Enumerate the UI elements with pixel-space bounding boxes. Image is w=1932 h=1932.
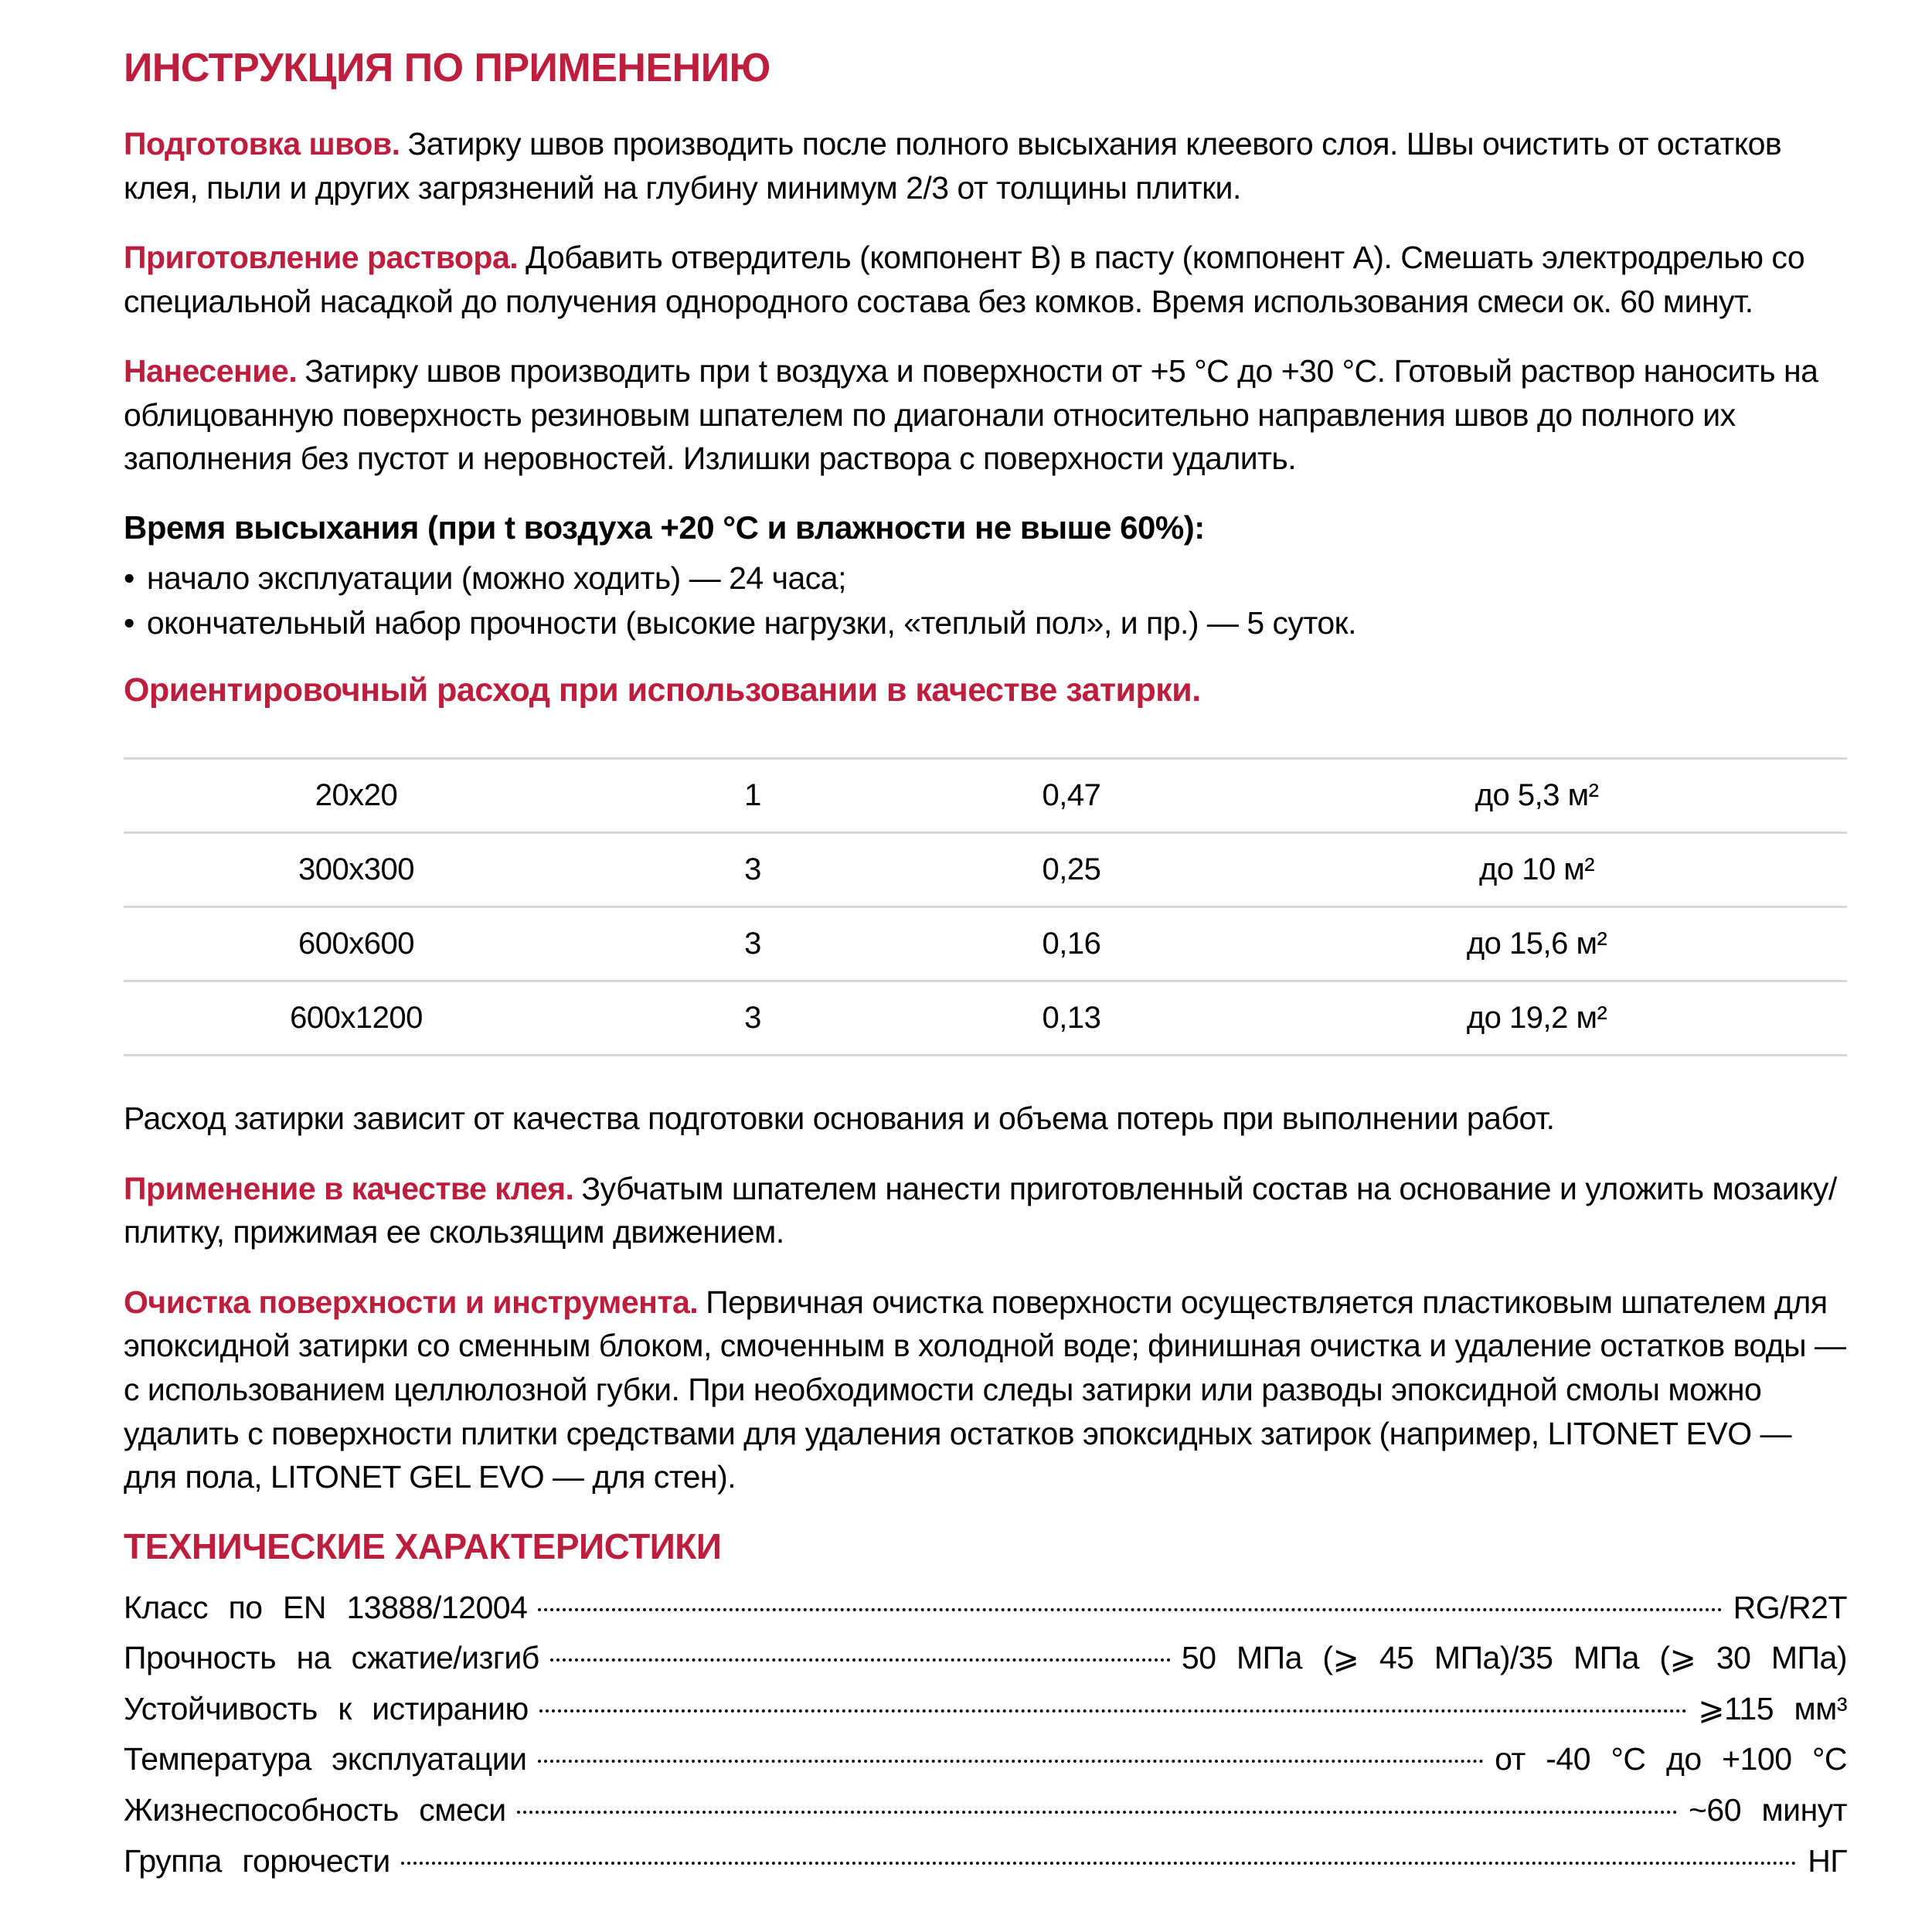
- table-header-cell: [917, 733, 1226, 757]
- dotted-leader: [538, 1608, 1722, 1611]
- table-cell-coverage: до 10 м²: [1479, 852, 1595, 887]
- spec-row: [124, 1836, 1847, 1887]
- spec-value: 50 МПа (⩾ 45 МПа)/35 МПа (⩾ 30 МПа): [1181, 1640, 1847, 1676]
- table-header-row: [124, 733, 1847, 760]
- list-item: [124, 556, 1847, 600]
- usage-paragraph: [124, 1167, 1847, 1254]
- paragraph-lead: Подготовка швов.: [124, 126, 400, 162]
- spec-row: [124, 1633, 1847, 1684]
- table-cell-joint-width: 1: [744, 778, 761, 813]
- table-cell-size: 600x600: [298, 927, 415, 961]
- table-cell-consumption: 0,16: [1042, 927, 1101, 961]
- spec-label: Устойчивость к истиранию: [124, 1690, 529, 1726]
- table-row: [124, 834, 1847, 908]
- drying-time-heading: Время высыхания (при t воздуха +20 °C и влажности не выше 60%):: [124, 509, 1205, 546]
- table-cell-coverage: до 15,6 м²: [1466, 927, 1607, 961]
- paragraph-text: Затирку швов производить после полного высыхания клеевого слоя. Швы очистить от остатков клея, пыли и других загрязнений на глубину минимум 2/3 от толщины плитки.: [124, 126, 1782, 206]
- list-item: [124, 600, 1847, 645]
- usage-paragraph: [124, 1281, 1847, 1499]
- table-row: [124, 760, 1847, 834]
- bullet-icon: •: [124, 604, 134, 641]
- spec-label: Температура эксплуатации: [124, 1741, 527, 1777]
- dotted-leader: [401, 1862, 1797, 1865]
- paragraph-lead: Нанесение.: [124, 353, 298, 389]
- paragraph-text: Добавить отвердитель (компонент В) в пасту (компонент А). Смешать электродрелью со специальной насадкой до получения однородного состава без комков. Время использования смеси ок. 60 минут.: [124, 240, 1805, 319]
- spec-value: НГ: [1808, 1842, 1847, 1879]
- table-cell-joint-width: 3: [744, 852, 761, 887]
- spec-row: [124, 1583, 1847, 1634]
- dotted-leader: [539, 1709, 1688, 1713]
- spec-value: ⩾115 мм³: [1698, 1690, 1847, 1726]
- table-cell-joint-width: 3: [744, 1001, 761, 1036]
- drying-time-list: [124, 556, 1847, 645]
- paragraph-text: Зубчатым шпателем нанести приготовленный состав на основание и уложить мозаику/плитку, прижимая ее скользящим движением.: [124, 1170, 1837, 1250]
- spec-value: от -40 °C до +100 °C: [1495, 1741, 1847, 1777]
- spec-value: RG/R2T: [1733, 1589, 1847, 1625]
- table-header-cell: [124, 733, 589, 757]
- consumption-table: [124, 733, 1847, 1056]
- list-item-text: окончательный набор прочности (высокие нагрузки, «теплый пол», и пр.) — 5 суток.: [146, 604, 1356, 641]
- table-cell-coverage: до 5,3 м²: [1475, 778, 1599, 813]
- consumption-note: Расход затирки зависит от качества подготовки основания и объема потерь при выполнении работ.: [124, 1100, 1555, 1137]
- paragraph-text: Первичная очистка поверхности осуществляется пластиковым шпателем для эпоксидной затирки со сменным блоком, смоченным в холодной воде; финишная очистка и удаление остатков воды — с использованием целлюлозной губки. При необходимости следы затирки или разводы эпоксидной смолы можно удалить с поверхности плитки средствами для удаления остатков эпоксидных затирок (например, LITONET EVO — для пола, LITONET GEL EVO — для стен).: [124, 1284, 1846, 1495]
- specs-list: [124, 1583, 1847, 1887]
- intro-paragraph: [124, 122, 1847, 209]
- specs-heading: ТЕХНИЧЕСКИЕ ХАРАКТЕРИСТИКИ: [124, 1526, 722, 1566]
- table-cell-coverage: до 19,2 м²: [1466, 1001, 1607, 1036]
- table-row: [124, 982, 1847, 1056]
- spec-label: Прочность на сжатие/изгиб: [124, 1640, 539, 1676]
- table-row: [124, 908, 1847, 982]
- dotted-leader: [538, 1760, 1485, 1763]
- paragraph-lead: Приготовление раствора.: [124, 240, 519, 276]
- table-cell-consumption: 0,47: [1042, 778, 1101, 813]
- table-cell-size: 600x1200: [290, 1001, 423, 1036]
- spec-row: [124, 1734, 1847, 1785]
- spec-value: ~60 минут: [1688, 1792, 1847, 1828]
- intro-paragraph: [124, 236, 1847, 323]
- spec-label: Жизнеспособность смеси: [124, 1792, 506, 1828]
- list-item-text: начало эксплуатации (можно ходить) — 24 часа;: [146, 560, 846, 596]
- table-header-cell: [589, 733, 917, 757]
- spec-label: Класс по EN 13888/12004: [124, 1589, 528, 1625]
- table-cell-size: 20x20: [315, 778, 398, 813]
- table-cell-joint-width: 3: [744, 927, 761, 961]
- page-title: ИНСТРУКЦИЯ ПО ПРИМЕНЕНИЮ: [124, 46, 770, 90]
- paragraph-lead: Очистка поверхности и инструмента.: [124, 1284, 699, 1320]
- dotted-leader: [550, 1658, 1171, 1662]
- spec-row: [124, 1785, 1847, 1836]
- paragraph-lead: Применение в качестве клея.: [124, 1170, 574, 1206]
- spec-label: Группа горючести: [124, 1842, 390, 1879]
- table-header-cell: [1226, 733, 1847, 757]
- table-cell-consumption: 0,13: [1042, 1001, 1101, 1036]
- table-cell-consumption: 0,25: [1042, 852, 1101, 887]
- spec-row: [124, 1684, 1847, 1735]
- intro-paragraph: [124, 349, 1847, 481]
- bullet-icon: •: [124, 560, 134, 596]
- paragraph-text: Затирку швов производить при t воздуха и поверхности от +5 °C до +30 °C. Готовый раствор наносить на облицованную поверхность резиновым шпателем по диагонали относительно направления швов до полного их заполнения без пустот и неровностей. Излишки раствора с поверхности удалить.: [124, 353, 1818, 477]
- dotted-leader: [517, 1811, 1678, 1814]
- consumption-heading: Ориентировочный расход при использовании в качестве затирки.: [124, 672, 1201, 709]
- table-cell-size: 300x300: [298, 852, 415, 887]
